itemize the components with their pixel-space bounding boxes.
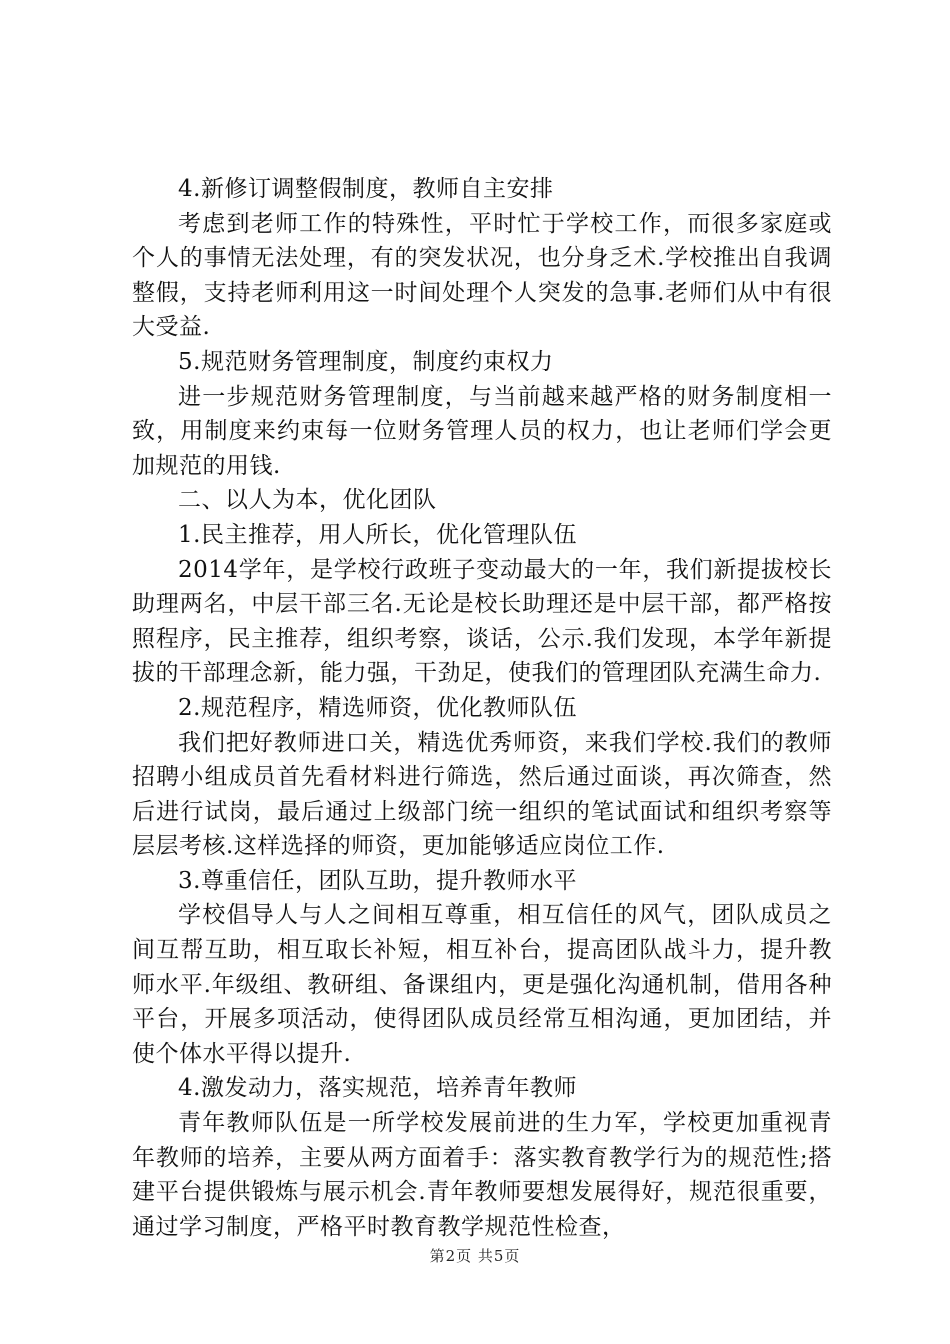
section-heading-management-team: 1.民主推荐，用人所长，优化管理队伍 [178, 521, 577, 548]
paragraph-finance-system: 进一步规范财务管理制度，与当前越来越严格的财务制度相一致，用制度来约束每一位财务管理人员的权力，也让老师们学会更加规范的用钱. [132, 383, 832, 479]
section-heading-team-support: 3.尊重信任，团队互助，提升教师水平 [178, 867, 577, 894]
paragraph-team-support: 学校倡导人与人之间相互尊重，相互信任的风气，团队成员之间互帮互助，相互取长补短，相互补台，提高团队战斗力，提升教师水平.年级组、教研组、备课组内，更是强化沟通机制，借用各种平台，开展多项活动，使得团队成员经常互相沟通，更加团结，并使个体水平得以提升. [132, 902, 832, 1067]
paragraph-young-teachers: 青年教师队伍是一所学校发展前进的生力军，学校更加重视青年教师的培养，主要从两方面着手：落实教育教学行为的规范性;搭建平台提供锻炼与展示机会.青年教师要想发展得好，规范很重要，通过学习制度，严格平时教育教学规范性检查， [132, 1110, 832, 1240]
section-heading-young-teachers: 4.激发动力，落实规范，培养青年教师 [178, 1075, 577, 1102]
section-heading-finance-system: 5.规范财务管理制度，制度约束权力 [178, 348, 554, 375]
paragraph-teacher-selection: 我们把好教师进口关，精选优秀师资，来我们学校.我们的教师招聘小组成员首先看材料进行筛选，然后通过面谈，再次筛查，然后进行试岗，最后通过上级部门统一组织的笔试面试和组织考察等层层考核.这样选择的师资，更加能够适应岗位工作. [132, 729, 832, 860]
section-heading-leave-system: 4.新修订调整假制度，教师自主安排 [178, 176, 554, 202]
document-body [132, 172, 832, 1244]
page-number-footer: 第2页 共5页 [429, 1247, 521, 1265]
chapter-heading-team: 二、以人为本，优化团队 [178, 487, 437, 514]
section-heading-teacher-selection: 2.规范程序，精选师资，优化教师队伍 [178, 694, 577, 721]
paragraph-management-team: 2014学年，是学校行政班子变动最大的一年，我们新提拔校长助理两名，中层干部三名.无论是校长助理还是中层干部，都严格按照程序，民主推荐，组织考察，谈话，公示.我们发现，本学年新提拔的干部理念新，能力强，干劲足，使我们的管理团队充满生命力. [132, 556, 832, 687]
paragraph-leave-system: 考虑到老师工作的特殊性，平时忙于学校工作，而很多家庭或个人的事情无法处理，有的突发状况，也分身乏术.学校推出自我调整假，支持老师利用这一时间处理个人突发的急事.老师们从中有很大受益. [132, 210, 832, 341]
